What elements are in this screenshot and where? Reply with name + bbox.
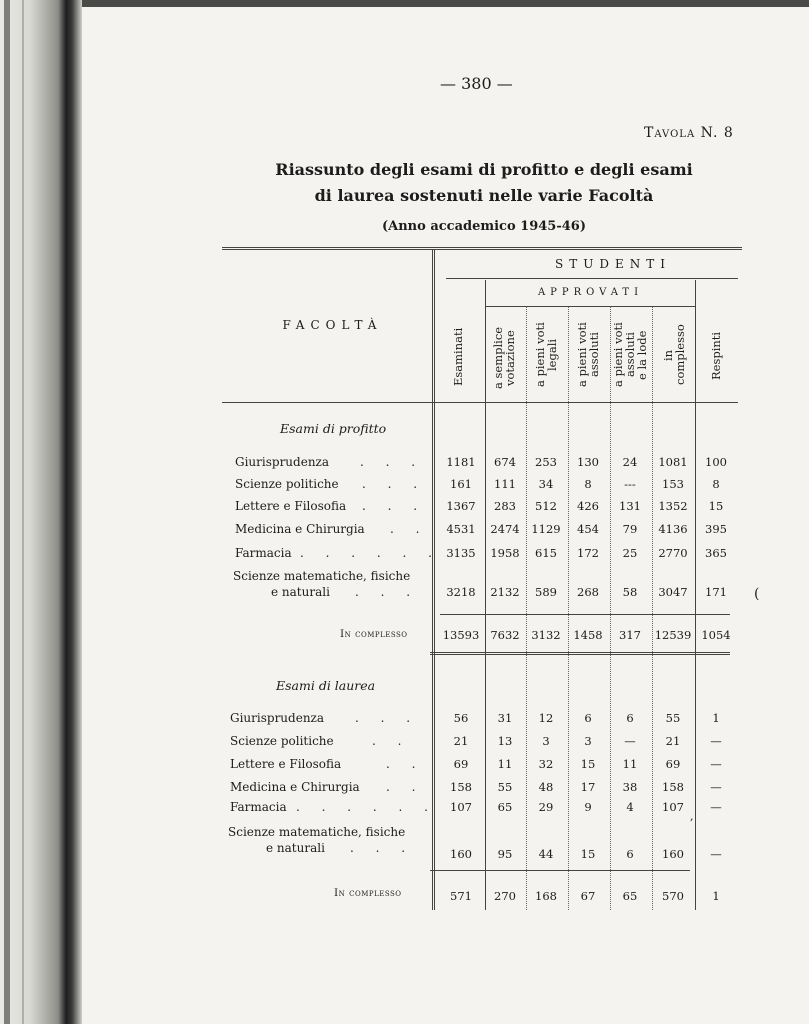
table-cell: 107	[662, 800, 684, 814]
header-approvati: APPROVATI	[537, 287, 644, 298]
table-cell: 253	[535, 455, 557, 469]
table-cell: 160	[662, 847, 684, 861]
faculty-name: Lettere e Filosofia	[235, 499, 347, 513]
faculty-name: Giurisprudenza	[230, 711, 325, 725]
total-cell: 1054	[701, 628, 731, 642]
header-facolta: FACOLTÀ	[282, 318, 383, 332]
binding-streak	[4, 0, 10, 1024]
section-title: Esami di laurea	[276, 678, 376, 693]
table-cell: 589	[535, 585, 557, 599]
table-cell: 55	[665, 711, 681, 725]
table-cell: 6	[584, 711, 592, 725]
table-cell: 674	[494, 455, 516, 469]
table-cell: 172	[577, 546, 599, 560]
leader-dots: . . . . . .	[296, 800, 437, 814]
table-cell: 171	[705, 585, 727, 599]
table-cell: 8	[712, 477, 720, 491]
leader-dots: . . .	[362, 499, 427, 513]
table-cell: 158	[450, 780, 472, 794]
table-cell: 4136	[658, 522, 688, 536]
leader-dots: . . .	[360, 455, 425, 469]
faculty-name: Scienze matematiche, fisiche	[228, 825, 406, 839]
leader-dots: . . .	[355, 585, 420, 599]
table-cell: 1081	[658, 455, 688, 469]
table-cell: 1352	[658, 499, 688, 513]
table-cell: —	[710, 734, 722, 748]
table-cell: 8	[584, 477, 592, 491]
table-cell: 1129	[531, 522, 561, 536]
faculty-name: Farmacia	[235, 546, 292, 560]
table-cell: 21	[665, 734, 681, 748]
table-cell: 15	[580, 757, 596, 771]
faculty-name: Scienze politiche	[235, 477, 339, 491]
table-cell: 69	[665, 757, 681, 771]
table-cell: 268	[577, 585, 599, 599]
section-title: Esami di profitto	[280, 421, 387, 436]
table-cell: 454	[577, 522, 599, 536]
table-cell: 2132	[490, 585, 520, 599]
laurea-total-rule	[430, 870, 690, 871]
table-cell: 6	[626, 847, 634, 861]
leader-dots: . . . . . .	[300, 546, 441, 560]
faculty-name-cont: e naturali	[271, 585, 330, 599]
table-cell: 1181	[446, 455, 476, 469]
faculty-name: Medicina e Chirurgia	[235, 522, 365, 536]
table-cell: 13	[497, 734, 513, 748]
subtitle: (Anno accademico 1945-46)	[381, 219, 586, 234]
header-respinti: Respinti	[709, 331, 723, 381]
table-cell: —	[624, 734, 636, 748]
total-cell: 317	[619, 628, 641, 642]
table-cell: 395	[705, 522, 727, 536]
table-cell: 11	[497, 757, 513, 771]
table-cell: 32	[538, 757, 554, 771]
header-esaminati: Esaminati	[451, 327, 465, 387]
table-cell: —	[710, 847, 722, 861]
table-cell: 15	[580, 847, 596, 861]
total-top-rule	[440, 614, 730, 615]
total-label: In complesso	[340, 628, 408, 640]
total-cell: 7632	[490, 628, 520, 642]
table-cell: 24	[622, 455, 638, 469]
title-line-2: di laurea sostenuti nelle varie Facoltà	[314, 186, 654, 205]
table-cell: 100	[705, 455, 727, 469]
col-divider	[568, 307, 569, 910]
table-cell: 21	[453, 734, 469, 748]
total-cell: 571	[450, 889, 472, 903]
total-cell: 65	[622, 889, 638, 903]
table-cell: 3	[542, 734, 550, 748]
table-cell: 12	[538, 711, 554, 725]
table-cell: 1367	[446, 499, 476, 513]
table-cell: 2474	[490, 522, 520, 536]
faculty-name: Medicina e Chirurgia	[230, 780, 360, 794]
table-cell: 615	[535, 546, 557, 560]
faculty-name: Giurisprudenza	[235, 455, 330, 469]
table-cell: 365	[705, 546, 727, 560]
total-cell: 3132	[531, 628, 561, 642]
leader-dots: . . .	[350, 841, 415, 855]
leader-dots: . . .	[355, 711, 420, 725]
col-divider	[610, 307, 611, 910]
table-cell: —	[710, 800, 722, 814]
leader-dots: . .	[372, 734, 411, 748]
page-number: — 380 —	[440, 74, 513, 93]
table-cell: 111	[494, 477, 516, 491]
table-cell: 3	[584, 734, 592, 748]
scan-edge	[82, 0, 809, 7]
table-cell: 283	[494, 499, 516, 513]
table-cell: 6	[626, 711, 634, 725]
table-cell: 107	[450, 800, 472, 814]
table-cell: 38	[622, 780, 638, 794]
leader-dots: . .	[386, 757, 425, 771]
table-cell: 15	[708, 499, 724, 513]
header-bottom-rule	[222, 402, 738, 403]
faculty-name: Farmacia	[230, 800, 287, 814]
table-cell: 11	[622, 757, 638, 771]
title-line-1: Riassunto degli esami di profitto e degli esami	[275, 160, 693, 179]
table-label: Tavola N. 8	[644, 125, 734, 141]
table-cell: 48	[538, 780, 554, 794]
table-cell: 95	[497, 847, 513, 861]
total-label: In complesso	[334, 887, 402, 899]
table-cell: 4	[626, 800, 634, 814]
table-cell: 17	[580, 780, 596, 794]
header-pieni-assoluti: a pieni voti assoluti	[575, 322, 601, 388]
table-cell: 512	[535, 499, 557, 513]
leader-dots: . .	[386, 780, 425, 794]
leader-dots: . . .	[362, 477, 427, 491]
table-cell: 158	[662, 780, 684, 794]
table-cell: 4531	[446, 522, 476, 536]
table-cell: 55	[497, 780, 513, 794]
table-cell: 25	[622, 546, 638, 560]
table-cell: —	[710, 757, 722, 771]
header-complesso: in complesso	[661, 324, 687, 386]
table-cell: 58	[622, 585, 638, 599]
book-binding-shadow	[0, 0, 82, 1024]
table-cell: 2770	[658, 546, 688, 560]
faculty-name: Scienze politiche	[230, 734, 334, 748]
table-cell: 79	[622, 522, 638, 536]
total-cell: 168	[535, 889, 557, 903]
table-cell: 153	[662, 477, 684, 491]
binding-streak	[22, 0, 24, 1024]
table-cell: 160	[450, 847, 472, 861]
faculty-name: Lettere e Filosofia	[230, 757, 342, 771]
header-lode: a pieni voti assoluti e la lode	[611, 322, 649, 388]
table-cell: 56	[453, 711, 469, 725]
table-cell: 34	[538, 477, 554, 491]
table-cell: 3047	[658, 585, 688, 599]
approvati-rule	[486, 306, 695, 307]
table-cell: 31	[497, 711, 513, 725]
faculty-name-cont: e naturali	[266, 841, 325, 855]
header-pieni-legali: a pieni voti legali	[533, 322, 559, 388]
table-cell: 3218	[446, 585, 476, 599]
total-cell: 67	[580, 889, 596, 903]
table-cell: 161	[450, 477, 472, 491]
table-cell: —	[710, 780, 722, 794]
total-cell: 1458	[573, 628, 603, 642]
header-semplice: a semplice votazione	[491, 326, 517, 390]
total-cell: 570	[662, 889, 684, 903]
table-top-rule	[222, 247, 742, 250]
table-cell: ---	[624, 477, 636, 491]
studenti-rule	[446, 278, 738, 279]
table-cell: 65	[497, 800, 513, 814]
scan-mark: (	[754, 586, 760, 602]
total-cell: 1	[712, 889, 720, 903]
table-cell: 426	[577, 499, 599, 513]
faculty-name: Scienze matematiche, fisiche	[233, 569, 411, 583]
table-cell: 131	[619, 499, 641, 513]
total-cell: 12539	[654, 628, 692, 642]
leader-dots: . .	[390, 522, 429, 536]
table-cell: 29	[538, 800, 554, 814]
table-cell: 1	[712, 711, 720, 725]
header-studenti: STUDENTI	[555, 257, 671, 271]
table-cell: 9	[584, 800, 592, 814]
scan-mark: ,	[690, 810, 694, 823]
total-cell: 13593	[442, 628, 480, 642]
table-cell: 130	[577, 455, 599, 469]
table-cell: 69	[453, 757, 469, 771]
col-divider	[652, 307, 653, 910]
section-divider	[430, 652, 730, 655]
table-cell: 1958	[490, 546, 520, 560]
table-cell: 44	[538, 847, 554, 861]
col-divider	[526, 307, 527, 910]
total-cell: 270	[494, 889, 516, 903]
table-cell: 3135	[446, 546, 476, 560]
